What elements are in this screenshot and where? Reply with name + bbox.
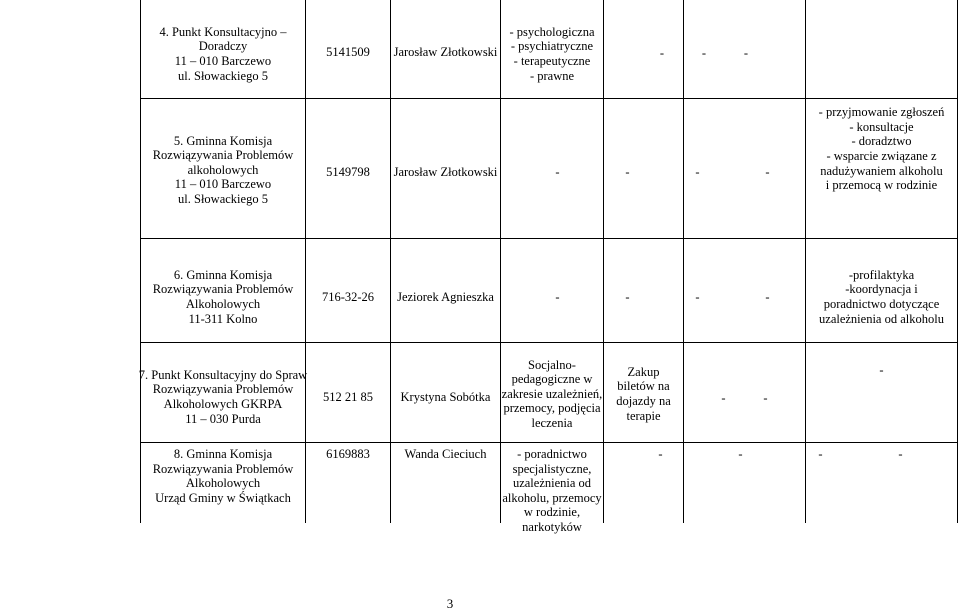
page-number: 3 xyxy=(446,596,454,611)
dash-cell: - - - - xyxy=(555,289,770,304)
services-cell: - poradnictwo specjalistyczne, uzależnienia od alkoholu, przemocy w rodzinie, narkotyków xyxy=(502,447,602,534)
dash-cell: - - xyxy=(721,390,768,405)
phone-cell: 716-32-26 xyxy=(321,289,375,304)
institution-cell: 8. Gminna Komisja Rozwiązywania Problemów Alkoholowych Urząd Gminy w Świątkach xyxy=(152,447,294,505)
description-cell: -profilaktyka -koordynacja i poradnictwo dotyczące uzależnienia od alkoholu xyxy=(819,267,944,326)
description-cell: - przyjmowanie zgłoszeń - konsultacje - doradztwo - wsparcie związane z nadużywaniem alkoholu i przemocą w rodzinie xyxy=(818,105,945,193)
phone-cell: 5141509 xyxy=(326,44,370,59)
person-cell: Krystyna Sobótka xyxy=(400,389,491,404)
phone-cell: 512 21 85 xyxy=(323,389,373,404)
person-cell: Jarosław Złotkowski xyxy=(393,44,498,59)
person-cell: Jarosław Złotkowski xyxy=(393,164,498,179)
institution-cell: 5. Gminna Komisja Rozwiązywania Problemów alkoholowych 11 – 010 Barczewo ul. Słowackiego 5 xyxy=(152,133,294,206)
services-cell: Socjalno- pedagogiczne w zakresie uzależnień, przemocy, podjęcia leczenia xyxy=(501,357,603,430)
dash-cell: - - - xyxy=(659,45,749,60)
institution-cell: 6. Gminna Komisja Rozwiązywania Problemów Alkoholowych 11-311 Kolno xyxy=(152,267,294,326)
phone-cell: 5149798 xyxy=(326,164,370,179)
person-cell: Jeziorek Agnieszka xyxy=(397,289,494,304)
services-cell: - psychologiczna - psychiatryczne - terapeutyczne - prawne xyxy=(509,24,595,83)
dash-cell: - - - - xyxy=(555,164,770,179)
institution-cell: 4. Punkt Konsultacyjno – Doradczy 11 – 010 Barczewo ul. Słowackiego 5 xyxy=(159,24,287,83)
institution-cell: 7. Punkt Konsultacyjny do Spraw Rozwiązywania Problemów Alkoholowych GKRPA 11 – 030 Purda xyxy=(138,367,308,426)
dash-cell: - - - - xyxy=(658,447,903,461)
phone-cell: 6169883 xyxy=(326,447,370,461)
description-cell: - xyxy=(879,362,884,377)
support-cell: Zakup biletów na dojazdy na terapie xyxy=(616,364,671,423)
person-cell: Wanda Cieciuch xyxy=(404,447,487,461)
